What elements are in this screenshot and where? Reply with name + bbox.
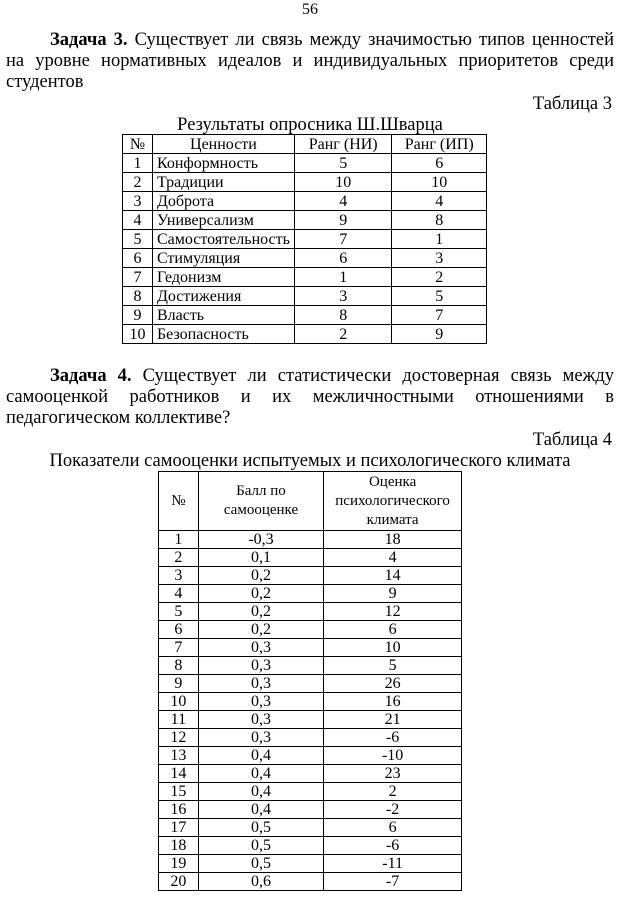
table-row — [123, 192, 487, 211]
table4-cell: 2 — [159, 549, 199, 567]
table3-cell: 8 — [392, 211, 487, 230]
table-row — [159, 549, 462, 567]
table3-cell: Стимуляция — [152, 249, 294, 268]
table4-cell: 16 — [159, 801, 199, 819]
table4-header-row — [159, 472, 462, 531]
table-row — [159, 603, 462, 621]
table4-cell: 14 — [324, 567, 462, 585]
table4-cell: 0,1 — [198, 549, 323, 567]
table4-cell: 0,4 — [198, 765, 323, 783]
table-row — [159, 585, 462, 603]
table4-cell: 21 — [324, 711, 462, 729]
table4-cell: 9 — [324, 585, 462, 603]
table4-cell: 26 — [324, 675, 462, 693]
table4-cell: 3 — [159, 567, 199, 585]
task3-text: Существует ли связь между значимостью типов ценностей на уровне нормативных идеалов и индивидуальных приоритетов среди студентов — [6, 30, 614, 92]
table4-cell: 0,4 — [198, 783, 323, 801]
table-row — [123, 173, 487, 192]
table4-cell: 0,2 — [198, 603, 323, 621]
table3-cell: 1 — [294, 268, 392, 287]
table3-cell: 7 — [123, 268, 153, 287]
table3-header-row — [123, 135, 487, 154]
table4-cell: 23 — [324, 765, 462, 783]
table-row — [159, 873, 462, 891]
table3-header-cell: Ранг (НИ) — [294, 135, 392, 154]
table4-cell: -6 — [324, 837, 462, 855]
table4-cell: 6 — [324, 819, 462, 837]
table4-cell: 0,3 — [198, 675, 323, 693]
table4-cell: 0,5 — [198, 837, 323, 855]
table-row — [123, 249, 487, 268]
table3-cell: Безопасность — [152, 325, 294, 344]
table4-cell: 0,4 — [198, 747, 323, 765]
table-row — [159, 783, 462, 801]
table3-cell: 3 — [294, 287, 392, 306]
table3-cell: 4 — [392, 192, 487, 211]
table3-cell: 4 — [294, 192, 392, 211]
table4-cell: 4 — [324, 549, 462, 567]
table3-cell: 9 — [392, 325, 487, 344]
task4-text: Существует ли статистически достоверная связь между самооценкой работников и их межличностными отношениями в педагогическом коллективе? — [6, 366, 614, 428]
table-row — [123, 268, 487, 287]
page-number: 56 — [302, 1, 318, 18]
table-row — [159, 729, 462, 747]
table4-cell: -6 — [324, 729, 462, 747]
table4-label: Таблица 4 — [532, 430, 612, 450]
table3-cell: 10 — [392, 173, 487, 192]
table4-cell: 1 — [159, 531, 199, 549]
table4-cell: 6 — [159, 621, 199, 639]
table4-cell: -2 — [324, 801, 462, 819]
table4-title: Показатели самооценки испытуемых и психологического климата — [49, 451, 571, 471]
table3-cell: 9 — [294, 211, 392, 230]
table3-header-cell: № — [123, 135, 153, 154]
table-row — [159, 801, 462, 819]
table4-cell: 12 — [324, 603, 462, 621]
table3-header-cell: Ценности — [152, 135, 294, 154]
table-row — [159, 855, 462, 873]
table4-cell: 6 — [324, 621, 462, 639]
table3-cell: Доброта — [152, 192, 294, 211]
table4-cell: 10 — [159, 693, 199, 711]
table3-cell: Универсализм — [152, 211, 294, 230]
table3-cell: 6 — [123, 249, 153, 268]
table4-header-cell: № — [159, 472, 199, 531]
table4-cell: -0,3 — [198, 531, 323, 549]
table-row — [159, 567, 462, 585]
table-row — [123, 287, 487, 306]
table-row — [159, 837, 462, 855]
table3-cell: Конформность — [152, 154, 294, 173]
table3-cell: 5 — [123, 230, 153, 249]
table4-cell: 20 — [159, 873, 199, 891]
table4-cell: 0,4 — [198, 801, 323, 819]
table4-cell: 18 — [324, 531, 462, 549]
table3-cell: Традиции — [152, 173, 294, 192]
table4 — [158, 471, 462, 891]
table3 — [122, 134, 487, 344]
table-row — [159, 531, 462, 549]
table3-cell: Власть — [152, 306, 294, 325]
table3-cell: 5 — [294, 154, 392, 173]
table3-cell: 3 — [392, 249, 487, 268]
table-row — [159, 675, 462, 693]
table4-cell: 18 — [159, 837, 199, 855]
table-row — [159, 765, 462, 783]
table4-cell: 0,3 — [198, 693, 323, 711]
table3-cell: 5 — [392, 287, 487, 306]
task4-label: Задача 4. — [50, 366, 132, 386]
table3-cell: 2 — [123, 173, 153, 192]
table-row — [159, 747, 462, 765]
table3-cell: Достижения — [152, 287, 294, 306]
table4-cell: 5 — [324, 657, 462, 675]
table3-cell: 1 — [123, 154, 153, 173]
table3-cell: 3 — [123, 192, 153, 211]
table4-cell: 0,3 — [198, 711, 323, 729]
table4-cell: 13 — [159, 747, 199, 765]
table3-cell: 6 — [294, 249, 392, 268]
table4-cell: 0,6 — [198, 873, 323, 891]
table3-cell: Самостоятельность — [152, 230, 294, 249]
table4-cell: -7 — [324, 873, 462, 891]
table4-cell: 11 — [159, 711, 199, 729]
table3-label: Таблица 3 — [532, 94, 612, 114]
table3-cell: 8 — [294, 306, 392, 325]
table4-cell: 14 — [159, 765, 199, 783]
table3-cell: 8 — [123, 287, 153, 306]
table4-cell: 0,5 — [198, 855, 323, 873]
table3-cell: 7 — [294, 230, 392, 249]
table-row — [123, 325, 487, 344]
table3-cell: Гедонизм — [152, 268, 294, 287]
table-row — [159, 639, 462, 657]
task4-paragraph — [6, 366, 614, 429]
table-row — [159, 657, 462, 675]
table4-header-cell: Оценка психологического климата — [324, 472, 462, 531]
table4-cell: 17 — [159, 819, 199, 837]
table4-cell: 0,2 — [198, 585, 323, 603]
table4-cell: 10 — [324, 639, 462, 657]
table3-cell: 9 — [123, 306, 153, 325]
table3-header-cell: Ранг (ИП) — [392, 135, 487, 154]
table-row — [123, 211, 487, 230]
table4-cell: 4 — [159, 585, 199, 603]
table4-cell: 0,3 — [198, 657, 323, 675]
table4-cell: 19 — [159, 855, 199, 873]
table-row — [159, 693, 462, 711]
table4-cell: 8 — [159, 657, 199, 675]
table4-cell: 16 — [324, 693, 462, 711]
table-row — [123, 306, 487, 325]
table3-cell: 2 — [294, 325, 392, 344]
table-row — [123, 230, 487, 249]
table-row — [159, 711, 462, 729]
task3-paragraph — [6, 30, 614, 93]
table3-cell: 1 — [392, 230, 487, 249]
table3-cell: 7 — [392, 306, 487, 325]
table3-title: Результаты опросника Ш.Шварца — [177, 115, 443, 135]
table3-cell: 6 — [392, 154, 487, 173]
table-row — [159, 621, 462, 639]
table4-cell: 2 — [324, 783, 462, 801]
table4-cell: 0,2 — [198, 621, 323, 639]
table4-cell: 5 — [159, 603, 199, 621]
table4-cell: -11 — [324, 855, 462, 873]
table4-cell: -10 — [324, 747, 462, 765]
table4-cell: 9 — [159, 675, 199, 693]
table4-cell: 12 — [159, 729, 199, 747]
table4-cell: 0,2 — [198, 567, 323, 585]
table4-cell: 0,3 — [198, 639, 323, 657]
table-row — [123, 154, 487, 173]
table4-cell: 0,5 — [198, 819, 323, 837]
table-row — [159, 819, 462, 837]
table4-cell: 0,3 — [198, 729, 323, 747]
table3-cell: 4 — [123, 211, 153, 230]
table3-cell: 2 — [392, 268, 487, 287]
task3-label: Задача 3. — [50, 30, 128, 50]
table4-cell: 7 — [159, 639, 199, 657]
table4-cell: 15 — [159, 783, 199, 801]
table3-cell: 10 — [294, 173, 392, 192]
table3-cell: 10 — [123, 325, 153, 344]
table4-header-cell: Балл по самооценке — [198, 472, 323, 531]
